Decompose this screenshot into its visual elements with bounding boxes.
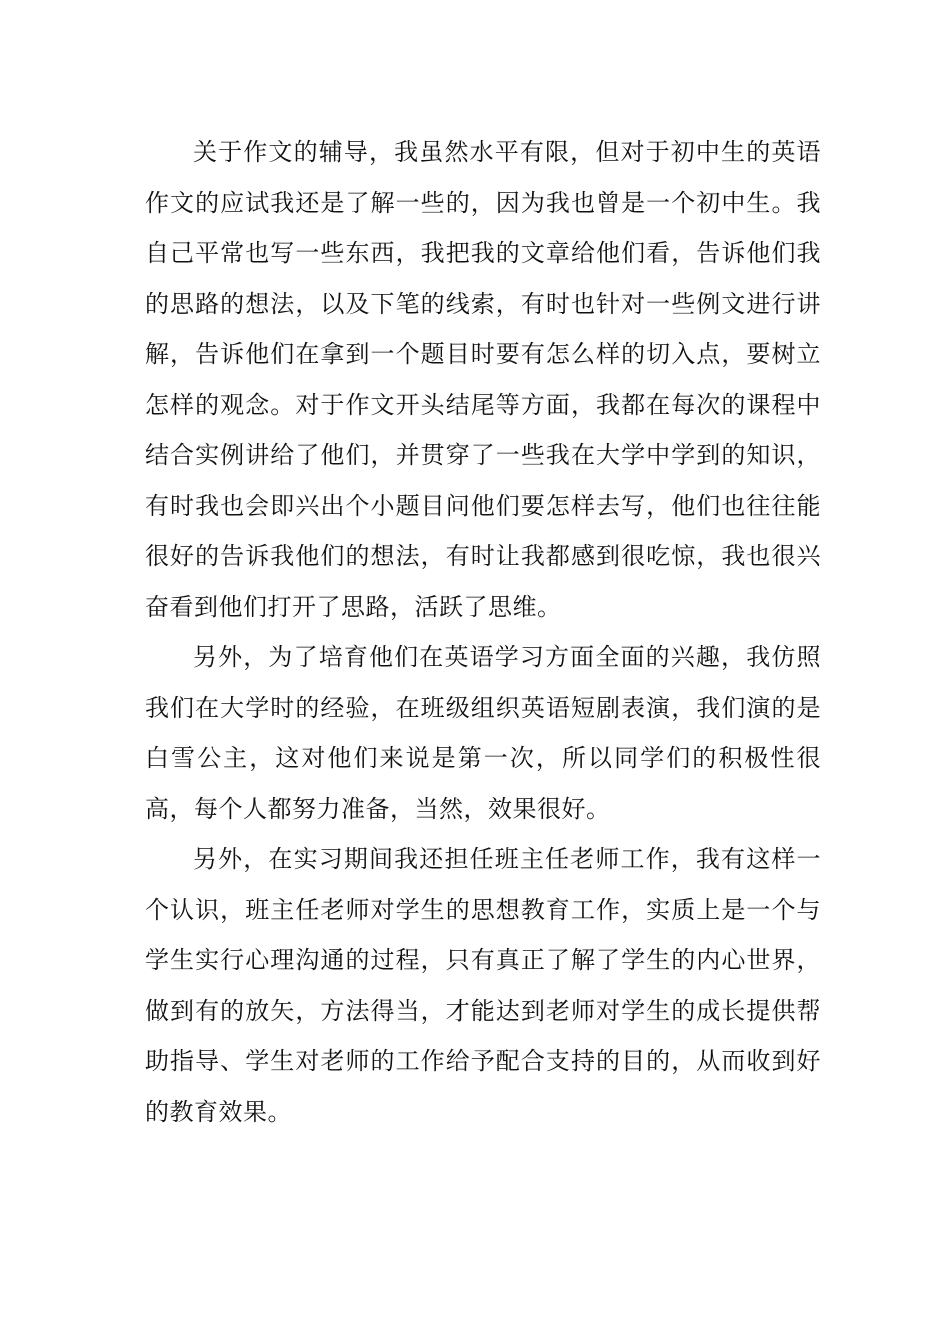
- document-body: [145, 127, 821, 1137]
- paragraph-composition-tutoring: 关于作文的辅导，我虽然水平有限，但对于初中生的英语作文的应试我还是了解一些的，因为我也曾是一个初中生。我自己平常也写一些东西，我把我的文章给他们看，告诉他们我的思路的想法，以及下笔的线索，有时也针对一些例文进行讲解，告诉他们在拿到一个题目时要有怎么样的切入点，要树立怎样的观念。对于作文开头结尾等方面，我都在每次的课程中结合实例讲给了他们，并贯穿了一些我在大学中学到的知识，有时我也会即兴出个小题目问他们要怎样去写，他们也往往能很好的告诉我他们的想法，有时让我都感到很吃惊，我也很兴奋看到他们打开了思路，活跃了思维。: [145, 138, 821, 621]
- paragraph-class-teacher: 另外，在实习期间我还担任班主任老师工作，我有这样一个认识，班主任老师对学生的思想教育工作，实质上是一个与学生实行心理沟通的过程，只有真正了解了学生的内心世界，做到有的放矢，方法得当，才能达到老师对学生的成长提供帮助指导、学生对老师的工作给予配合支持的目的，从而收到好的教育效果。: [145, 845, 821, 1126]
- paragraph-english-drama: 另外，为了培育他们在英语学习方面全面的兴趣，我仿照我们在大学时的经验，在班级组织英语短剧表演，我们演的是白雪公主，这对他们来说是第一次，所以同学们的积极性很高，每个人都努力准备，当然，效果很好。: [145, 643, 821, 823]
